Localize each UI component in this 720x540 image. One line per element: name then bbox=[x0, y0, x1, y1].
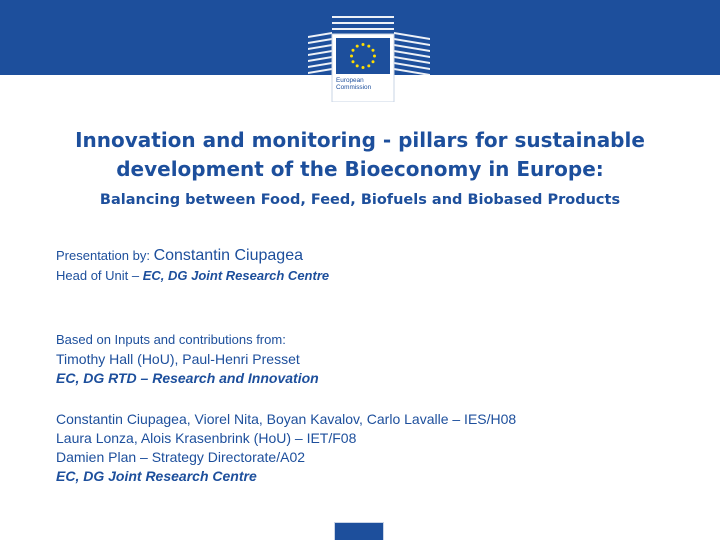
group2-line3: Damien Plan – Strategy Directorate/A02 bbox=[56, 449, 306, 465]
title-block bbox=[0, 126, 720, 210]
main-title bbox=[0, 126, 720, 184]
group1-names: Timothy Hall (HoU), Paul-Henri Presset bbox=[56, 351, 300, 367]
credits-block bbox=[56, 246, 696, 486]
spacer bbox=[56, 286, 696, 330]
ec-logo bbox=[308, 8, 430, 102]
role-prefix: Head of Unit – bbox=[56, 268, 143, 283]
group2-line2: Laura Lonza, Alois Krasenbrink (HoU) – IET/F08 bbox=[56, 430, 357, 446]
presenter-name: Constantin Ciupagea bbox=[153, 247, 303, 264]
bottom-tab bbox=[334, 522, 384, 540]
main-title-line2: development of the Bioeconomy in Europe: bbox=[116, 157, 604, 181]
spacer bbox=[56, 388, 696, 410]
group2-line1: Constantin Ciupagea, Viorel Nita, Boyan Kavalov, Carlo Lavalle – IES/H08 bbox=[56, 411, 517, 427]
presenter-line bbox=[56, 246, 696, 266]
main-title-line1: Innovation and monitoring - pillars for sustainable bbox=[75, 128, 645, 152]
presenter-label: Presentation by: bbox=[56, 248, 154, 263]
role-org: EC, DG Joint Research Centre bbox=[142, 268, 330, 283]
group2-org: EC, DG Joint Research Centre bbox=[56, 468, 257, 484]
logo-text: European Commission bbox=[336, 77, 372, 92]
subtitle: Balancing between Food, Feed, Biofuels and Biobased Products bbox=[99, 192, 621, 208]
presenter-role bbox=[56, 266, 696, 286]
contributions-intro: Based on Inputs and contributions from: bbox=[56, 332, 286, 347]
group1-org: EC, DG RTD – Research and Innovation bbox=[56, 370, 319, 386]
